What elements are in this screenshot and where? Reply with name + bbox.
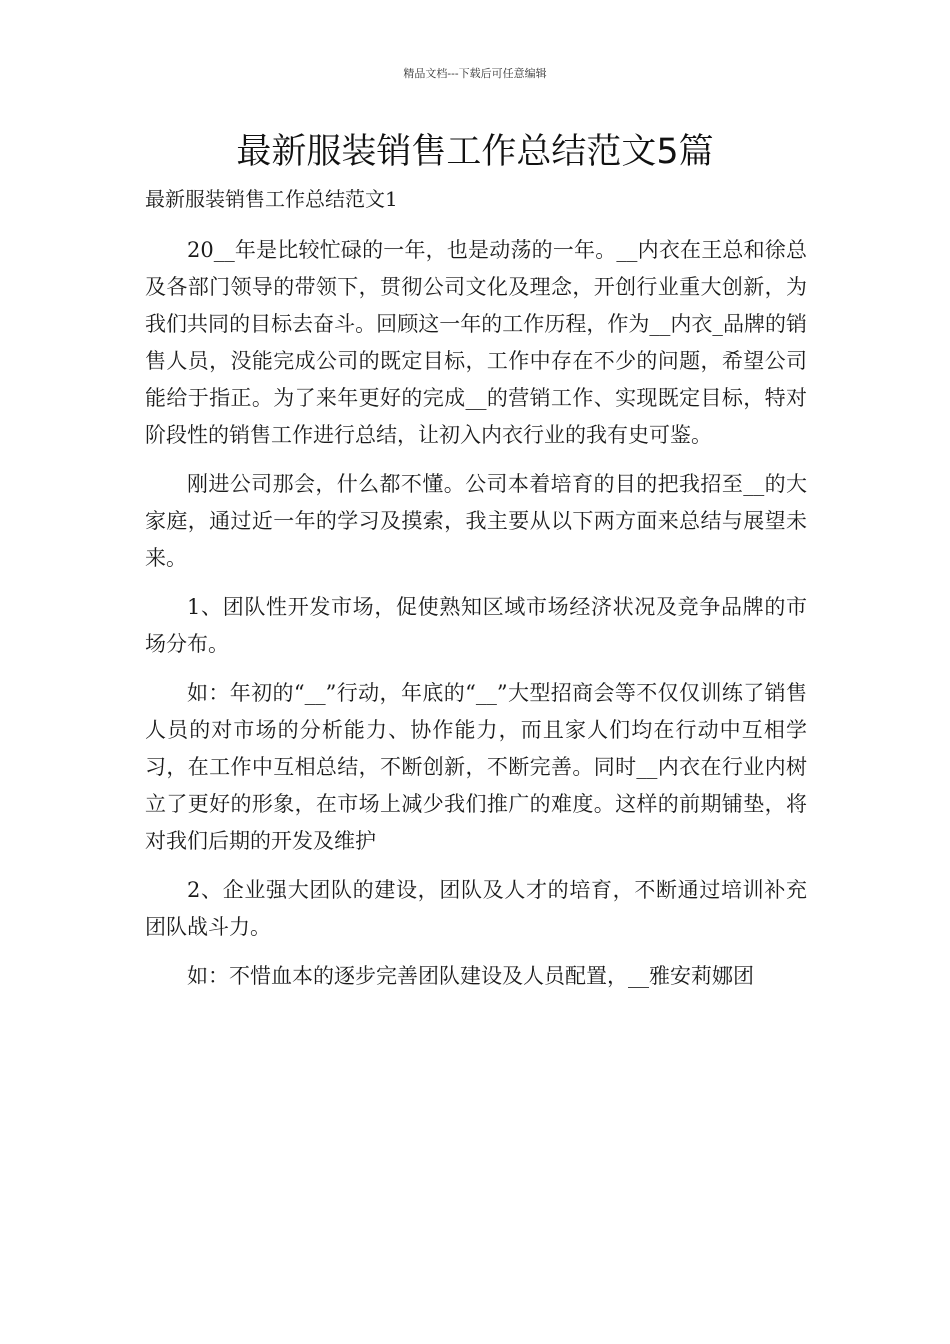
paragraph-4: 如：年初的“__”行动，年底的“__”大型招商会等不仅仅训练了销售人员的对市场的分析能力、协作能力，而且家人们均在行动中互相学习，在工作中互相总结，不断创新，不断完善。同时__内衣在行业内树立了更好的形象，在市场上减少我们推广的难度。这样的前期铺垫，将对我们后期的开发及维护: [145, 681, 807, 853]
document-title: 最新服装销售工作总结范文5篇: [236, 132, 714, 172]
paragraph-3: 1、团队性开发市场，促使熟知区域市场经济状况及竞争品牌的市场分布。: [145, 595, 807, 656]
paragraph-5: 2、企业强大团队的建设，团队及人才的培育，不断通过培训补充团队战斗力。: [145, 878, 807, 939]
paragraph-6: 如：不惜血本的逐步完善团队建设及人员配置，__雅安莉娜团: [187, 964, 754, 988]
section-subtitle: 最新服装销售工作总结范文1: [145, 187, 398, 211]
document-body: [145, 232, 807, 1007]
paragraph-2: 刚进公司那会，什么都不懂。公司本着培育的目的把我招至__的大家庭，通过近一年的学习及摸索，我主要从以下两方面来总结与展望未来。: [145, 472, 807, 570]
page-header: 精品文档---下载后可任意编辑: [403, 67, 547, 80]
paragraph-1: 20__年是比较忙碌的一年，也是动荡的一年。__内衣在王总和徐总及各部门领导的带领下，贯彻公司文化及理念，开创行业重大创新，为我们共同的目标去奋斗。回顾这一年的工作历程，作为__内衣_品牌的销售人员，没能完成公司的既定目标，工作中存在不少的问题，希望公司能给于指正。为了来年更好的完成__的营销工作、实现既定目标，特对阶段性的销售工作进行总结，让初入内衣行业的我有史可鉴。: [145, 238, 807, 447]
